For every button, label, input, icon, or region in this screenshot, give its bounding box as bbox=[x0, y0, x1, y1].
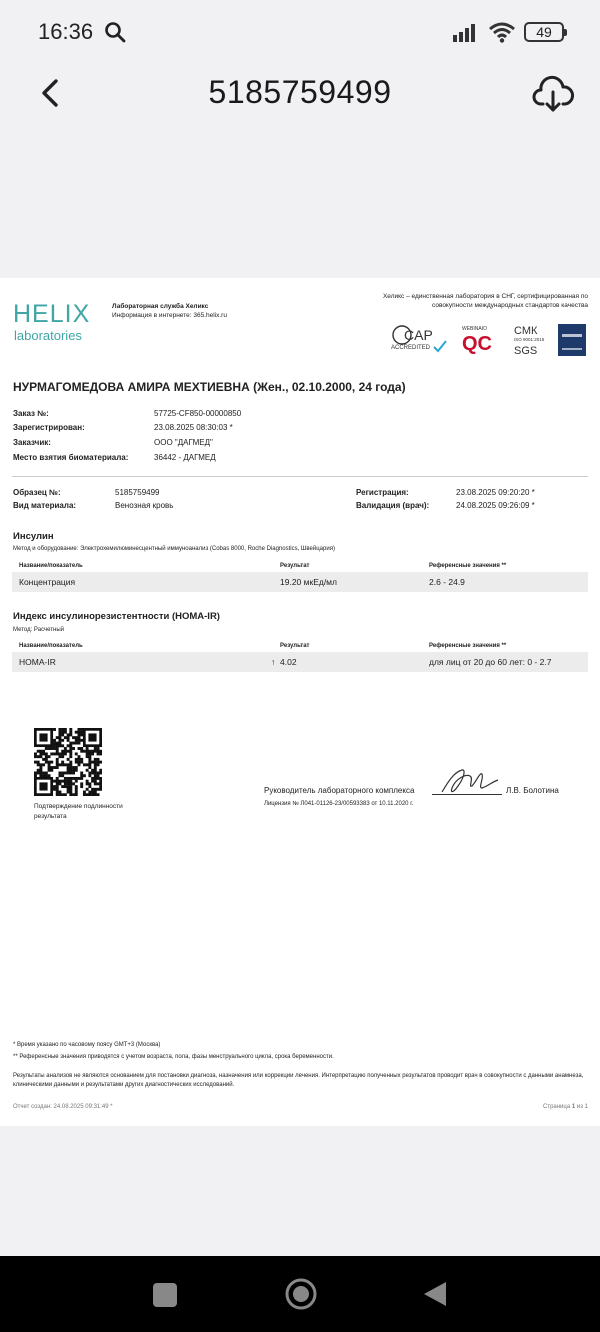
disclaimer: Результаты анализов не являются основанием для постановки диагноза, назначения или коррекции лечения. Интерпретацию полученных результатов проводит врач в совокупности с данными анамнеза, клиническими данными и результатами других диагностических исследований. bbox=[13, 1073, 584, 1088]
cap-logo-text: CAP bbox=[404, 327, 433, 343]
certification-text: Хеликс – единственная лаборатория в СНГ, сертифицированная по совокупности международных стандартов качества bbox=[382, 293, 588, 309]
sampling-place-value: 36442 - ДАГМЕД bbox=[154, 453, 216, 462]
certification-logos bbox=[390, 322, 590, 358]
validation-label: Валидация (врач): bbox=[356, 501, 430, 510]
validation-value: 24.08.2025 09:26:09 * bbox=[456, 501, 535, 510]
sgs-logo-text: SGS bbox=[514, 345, 538, 357]
column-header-name: Название/показатель bbox=[19, 563, 83, 569]
page-total: 1 bbox=[584, 1104, 588, 1110]
registration-label: Регистрация: bbox=[356, 488, 409, 497]
material-value: Венозная кровь bbox=[115, 501, 174, 510]
signal-icon bbox=[452, 22, 480, 42]
page-title: 5185759499 bbox=[208, 74, 392, 110]
wifi-icon bbox=[488, 21, 516, 43]
registered-value: 23.08.2025 08:30:03 * bbox=[154, 423, 233, 432]
indicator-result: 19.20 мкЕд/мл bbox=[280, 577, 337, 587]
customer-label: Заказчик: bbox=[13, 438, 51, 447]
app-header bbox=[0, 64, 600, 128]
status-icons bbox=[452, 20, 564, 44]
signature-line bbox=[432, 794, 502, 795]
qc-logo-top: WEBINAIO bbox=[462, 326, 488, 332]
helix-logo-sub: laboratories bbox=[14, 328, 82, 343]
indicator-result: 4.02 bbox=[280, 657, 297, 667]
registration-value: 23.08.2025 09:20:20 * bbox=[456, 488, 535, 497]
lab-report-document[interactable] bbox=[0, 278, 600, 1126]
column-header-name: Название/показатель bbox=[19, 643, 83, 649]
arrow-up-icon: ↑ bbox=[271, 657, 276, 667]
column-header-result: Результат bbox=[280, 563, 310, 569]
head-title: Руководитель лабораторного комплекса bbox=[264, 786, 415, 795]
cap-logo-sub: ACCREDITED bbox=[391, 345, 431, 351]
sample-no-label: Образец №: bbox=[13, 488, 61, 497]
sample-no-value: 5185759499 bbox=[115, 488, 160, 497]
indicator-name: HOMA-IR bbox=[19, 657, 56, 667]
head-name: Л.В. Болотина bbox=[506, 786, 559, 795]
license-text: Лицензия № Л041-01126-23/00593383 от 10.11.2020 г. bbox=[264, 801, 414, 807]
registered-label: Зарегистрирован: bbox=[13, 423, 85, 432]
indicator-reference: для лиц от 20 до 60 лет: 0 - 2.7 bbox=[429, 657, 552, 667]
column-header-result: Результат bbox=[280, 643, 310, 649]
page-of: из bbox=[576, 1104, 583, 1110]
back-button[interactable] bbox=[422, 1280, 448, 1308]
customer-value: ООО "ДАГМЕД" bbox=[154, 438, 213, 447]
patient-name: НУРМАГОМЕДОВА АМИРА МЕХТИЕВНА (Жен., 02.10.2000, 24 года) bbox=[13, 380, 406, 394]
order-label: Заказ №: bbox=[13, 409, 49, 418]
indicator-reference: 2.6 - 24.9 bbox=[429, 577, 465, 587]
page-number: 1 bbox=[571, 1104, 576, 1110]
divider bbox=[12, 476, 588, 477]
battery-icon: 49 bbox=[524, 22, 564, 42]
test-method: Метод и оборудование: Электрохемилюминесцентный иммуноанализ (Cobas 8000, Roche Diagnostics, Швейцария) bbox=[13, 546, 335, 552]
indicator-name: Концентрация bbox=[19, 577, 76, 587]
column-header-reference: Референсные значения ** bbox=[429, 643, 507, 649]
footnote: * Время указано по часовому поясу GMT+3 (Москва) bbox=[13, 1042, 161, 1048]
lab-service-name: Лабораторная служба Хеликс bbox=[112, 303, 209, 310]
home-button[interactable] bbox=[284, 1277, 318, 1311]
footnote: ** Референсные значения приводятся с учетом возраста, пола, фазы менструального цикла, срока беременности. bbox=[13, 1054, 334, 1060]
material-label: Вид материала: bbox=[13, 501, 77, 510]
cmk-logo-text: СМК bbox=[514, 325, 538, 337]
sampling-place-label: Место взятия биоматериала: bbox=[13, 453, 129, 462]
signature-image bbox=[436, 764, 502, 798]
status-time: 16:36 bbox=[38, 19, 94, 44]
search-icon bbox=[104, 21, 126, 43]
helix-logo: HELIX bbox=[13, 300, 91, 328]
test-title-homa-ir: Индекс инсулинорезистентности (HOMA-IR) bbox=[13, 611, 220, 622]
column-header-reference: Референсные значения ** bbox=[429, 563, 507, 569]
page-counter bbox=[543, 1104, 588, 1110]
status-bar bbox=[0, 0, 600, 64]
qr-code[interactable] bbox=[34, 728, 102, 796]
page-label: Страница bbox=[542, 1104, 571, 1110]
system-nav-bar bbox=[0, 1256, 600, 1332]
report-created: Отчет создан: 24.08.2025 09:31:49 * bbox=[13, 1104, 113, 1110]
order-value: 57725-CF850-00000850 bbox=[154, 409, 242, 418]
cloud-download-icon[interactable] bbox=[532, 74, 574, 114]
lab-site: Информация в интернете: 365.helix.ru bbox=[112, 312, 227, 319]
test-title-insulin: Инсулин bbox=[13, 531, 54, 542]
cmk-logo-sub: ISO 9001:2015 bbox=[514, 337, 545, 342]
recents-button[interactable] bbox=[153, 1283, 177, 1307]
test-method: Метод: Расчетный bbox=[13, 627, 64, 633]
qr-caption: Подтверждение подлинности результата bbox=[34, 803, 123, 820]
qc-logo-text: QC bbox=[462, 333, 492, 355]
